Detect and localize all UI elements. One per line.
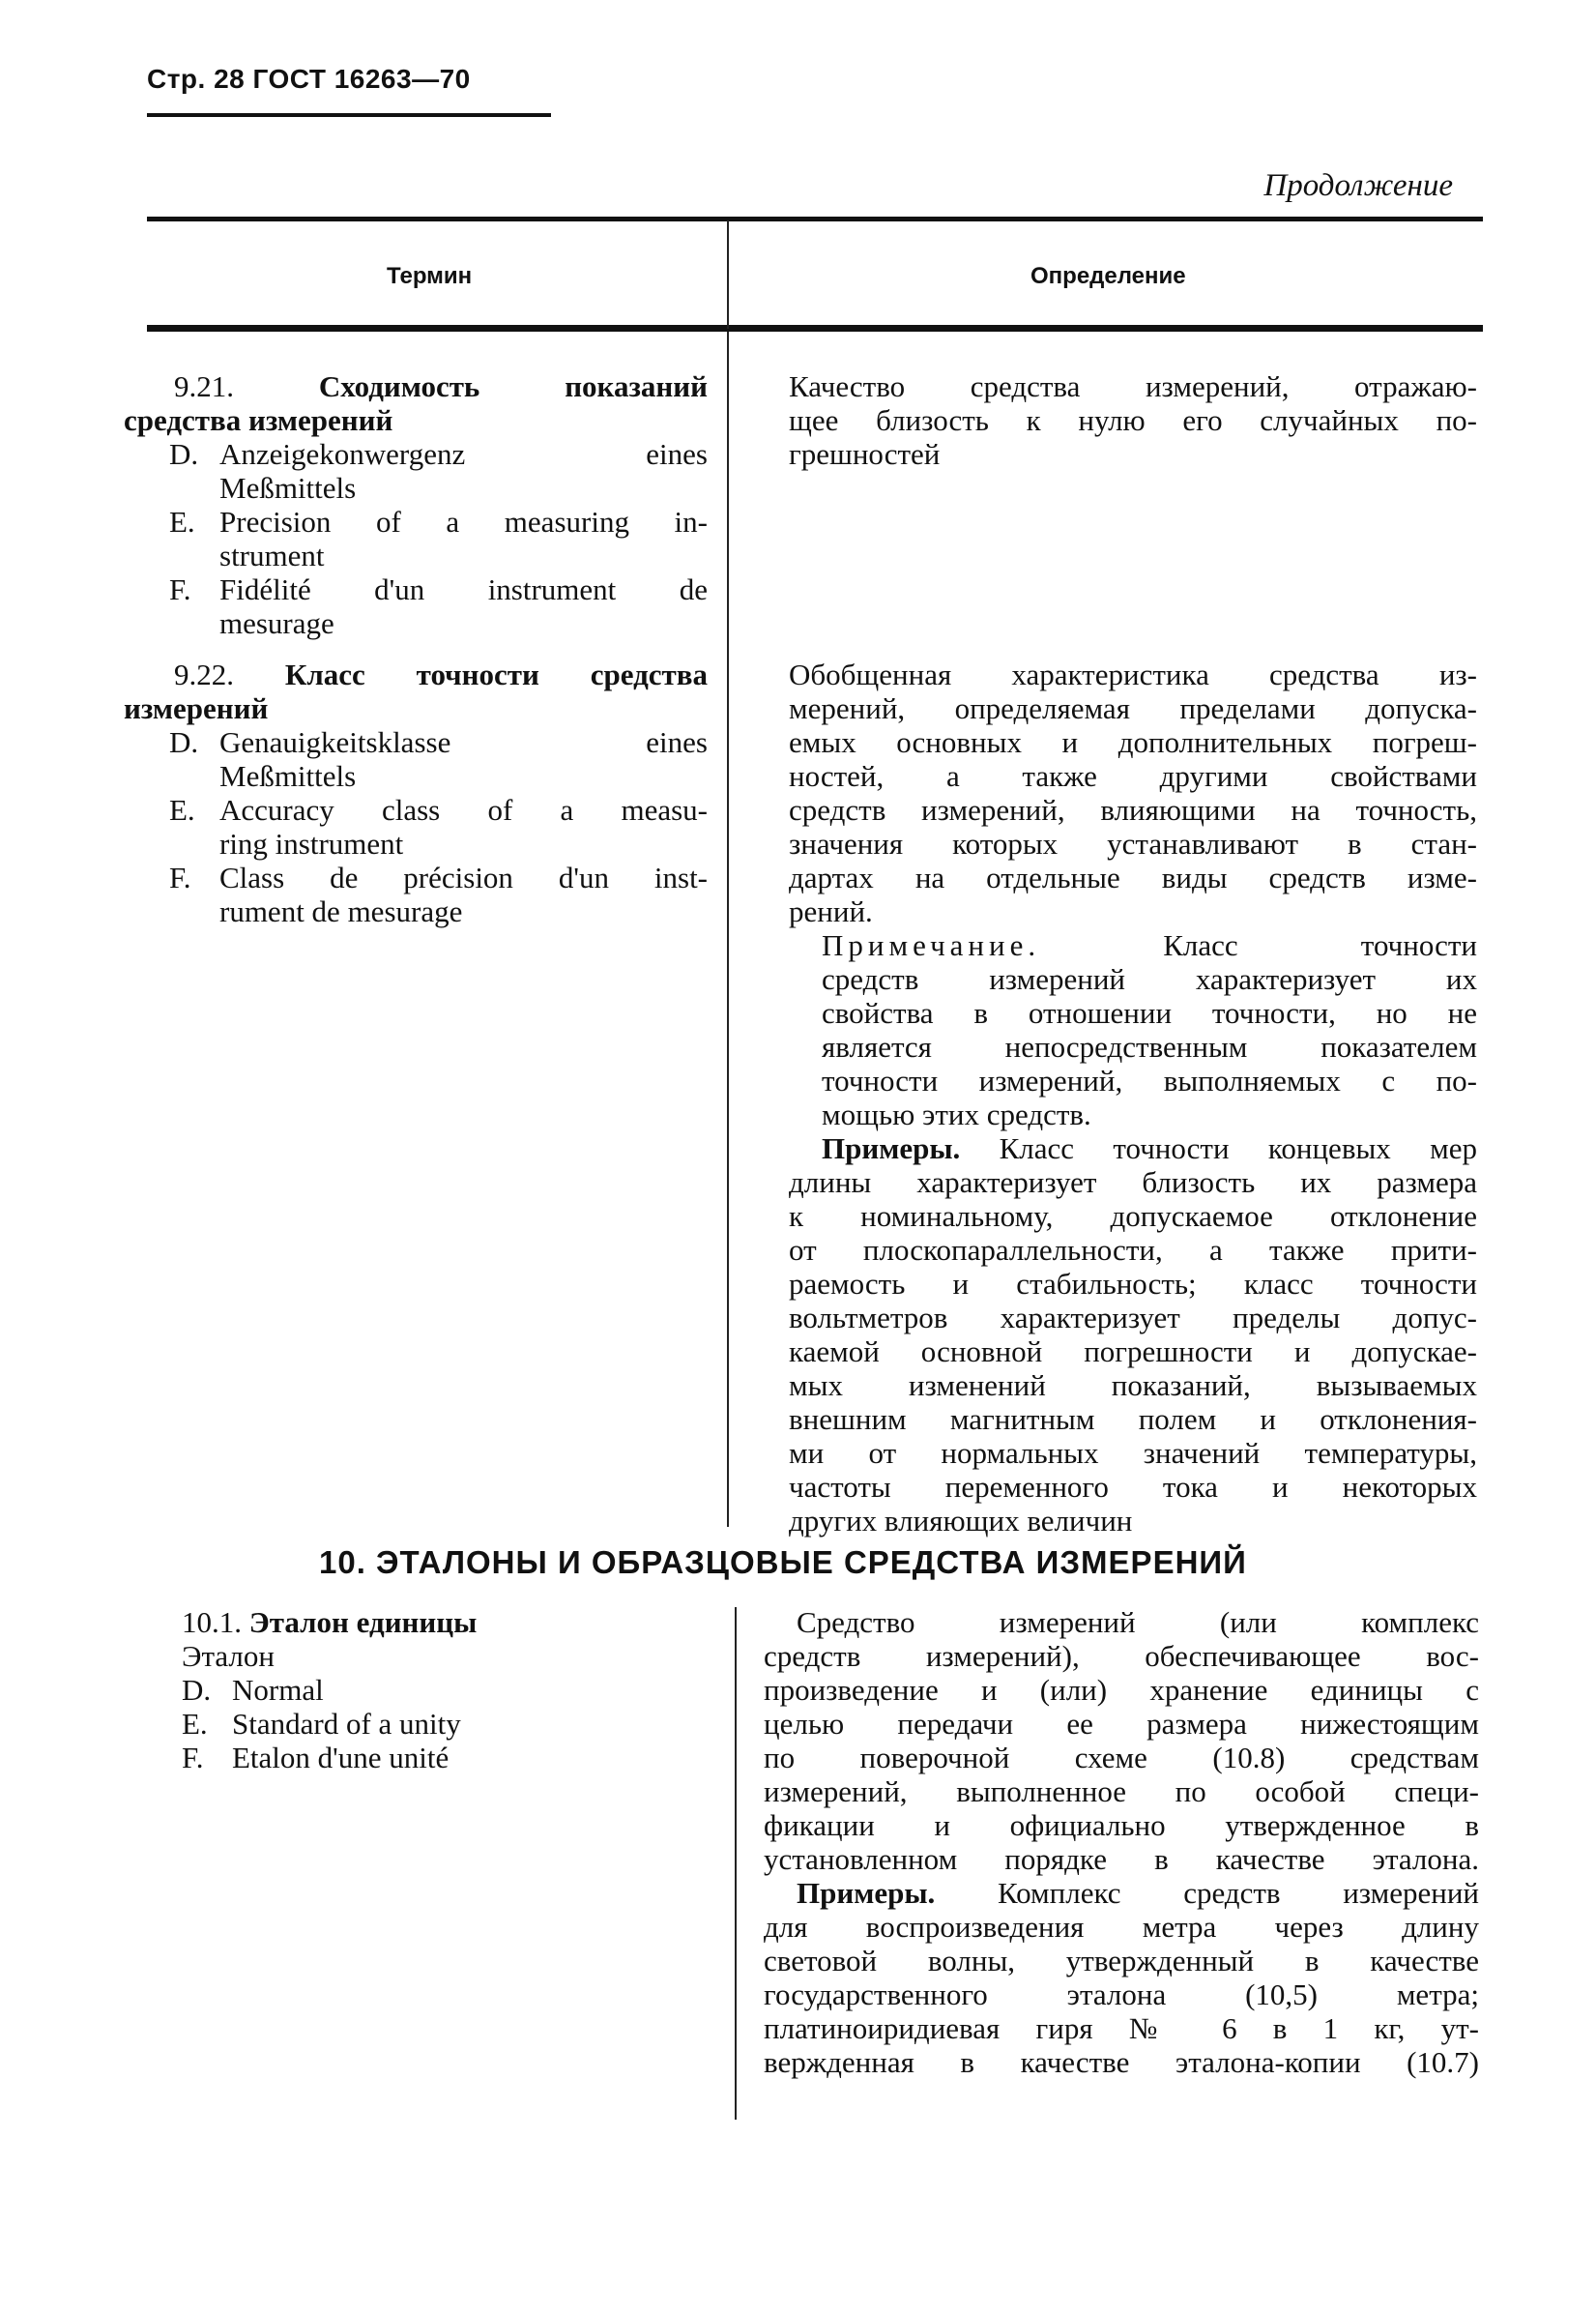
examples-label: Примеры. — [797, 1876, 936, 1910]
lang-code-de: D. — [169, 725, 199, 759]
term-french-cont: rument de mesurage — [219, 894, 463, 928]
table-header-rule — [147, 325, 1483, 332]
definition-line: грешностей — [789, 437, 941, 471]
header-underline — [147, 113, 551, 117]
examples-line: других влияющих величин — [789, 1504, 1133, 1538]
term-english: Precision of a measuring in- — [219, 505, 708, 539]
term-10-1 — [182, 1605, 723, 1774]
examples-line: от плоскопараллельности, а также прити- — [789, 1233, 1477, 1267]
lang-code-en: E. — [169, 793, 195, 827]
definition-line: Средство измерений (или комплекс — [797, 1605, 1479, 1639]
examples-line: раемость и стабильность; класс точности — [789, 1267, 1477, 1301]
term-french: Class de précision d'un inst- — [219, 861, 708, 894]
term-german: Anzeigekonwergenz eines — [219, 437, 708, 471]
examples-label: Примеры. — [822, 1131, 961, 1165]
definition-10-1 — [764, 1605, 1479, 2079]
term-english: Standard of a unity — [232, 1707, 461, 1741]
term-english: Accuracy class of a measu- — [219, 793, 708, 827]
term-german: Normal — [232, 1673, 324, 1707]
examples-line: световой волны, утвержденный в качестве — [764, 1944, 1479, 1977]
note-block — [789, 928, 1477, 1131]
examples-line: к номинальному, допускаемое отклонение — [789, 1199, 1477, 1233]
lang-code-de: D. — [169, 437, 199, 471]
lang-code-fr: F. — [169, 572, 191, 606]
examples-line: для воспроизведения метра через длину — [764, 1910, 1479, 1944]
definition-line: средств измерений), обеспечивающее вос- — [764, 1639, 1479, 1673]
note-text: Класс точности — [1163, 928, 1477, 962]
definition-line: Обобщенная характеристика средства из- — [789, 658, 1477, 691]
lang-code-en: E. — [169, 505, 195, 539]
examples-line: вольтметров характеризует пределы допус- — [789, 1301, 1477, 1334]
examples-text: Комплекс средств измерений — [997, 1876, 1480, 1910]
section-title: 10. ЭТАЛОНЫ И ОБРАЗЦОВЫЕ СРЕДСТВА ИЗМЕРЕНИЙ — [319, 1544, 1247, 1580]
definition-line: дартах на отдельные виды средств изме- — [789, 861, 1477, 894]
examples-line: каемой основной погрешности и допускае- — [789, 1334, 1477, 1368]
definition-line: фикации и официально утвержденное в — [764, 1808, 1479, 1842]
table-top-rule — [147, 217, 1483, 221]
examples-line: платиноиридиевая гиря № 6 в 1 кг, ут- — [764, 2011, 1479, 2045]
note-line: свойства в отношении точности, но не — [822, 996, 1477, 1030]
term-title-cont: средства измерений — [124, 403, 393, 437]
term-title: Класс точности средства — [284, 658, 709, 691]
definition-line: ностей, а также другими свойствами — [789, 759, 1477, 793]
term-9-21 — [124, 369, 708, 640]
lang-code-fr: F. — [182, 1741, 204, 1774]
definition-line: рений. — [789, 894, 873, 928]
note-line: является непосредственным показателем — [822, 1030, 1477, 1064]
definition-line: емых основных и дополнительных погреш- — [789, 725, 1477, 759]
term-french: Fidélité d'un instrument de — [219, 572, 708, 606]
term-german-cont: Meßmittels — [219, 759, 357, 793]
term-title: Сходимость показаний — [318, 369, 708, 403]
column-divider-lower — [735, 1607, 737, 2120]
continuation-label: Продолжение — [1263, 168, 1453, 203]
term-number: 9.22. — [174, 658, 234, 691]
page-header: Стр. 28 ГОСТ 16263—70 — [147, 64, 471, 94]
definition-line: произведение и (или) хранение единицы с — [764, 1673, 1479, 1707]
examples-line: длины характеризует близость их размера — [789, 1165, 1477, 1199]
note-line: мощью этих средств. — [822, 1098, 1091, 1131]
term-french: Etalon d'une unité — [232, 1741, 450, 1774]
definition-9-21 — [789, 369, 1477, 471]
term-title-cont: измерений — [124, 691, 269, 725]
term-9-22 — [124, 658, 708, 928]
definition-line: целью передачи ее размера нижестоящим — [764, 1707, 1479, 1741]
term-german-cont: Meßmittels — [219, 471, 357, 505]
examples-line: внешним магнитным полем и отклонения- — [789, 1402, 1477, 1436]
definition-line: средств измерений, влияющими на точность, — [789, 793, 1477, 827]
term-synonym: Эталон — [182, 1639, 275, 1673]
term-english-cont: ring instrument — [219, 827, 404, 861]
term-french-cont: mesurage — [219, 606, 334, 640]
column-divider-upper — [727, 332, 729, 1527]
term-english-cont: strument — [219, 539, 325, 572]
lang-code-fr: F. — [169, 861, 191, 894]
definition-line: установленном порядке в качестве эталона. — [764, 1842, 1479, 1876]
definition-line: мерений, определяемая пределами допуска- — [789, 691, 1477, 725]
definition-line: измерений, выполненное по особой специ- — [764, 1774, 1479, 1808]
examples-line: мых изменений показаний, вызываемых — [789, 1368, 1477, 1402]
column-divider-head — [727, 220, 729, 329]
examples-line: ми от нормальных значений температуры, — [789, 1436, 1477, 1470]
examples-line: частоты переменного тока и некоторых — [789, 1470, 1477, 1504]
examples-line: государственного эталона (10,5) метра; — [764, 1977, 1479, 2011]
note-line: средств измерений характеризует их — [822, 962, 1477, 996]
column-header-term: Термин — [387, 263, 473, 289]
note-line: точности измерений, выполняемых с по- — [822, 1064, 1477, 1098]
definition-line: по поверочной схеме (10.8) средствам — [764, 1741, 1479, 1774]
term-german: Genauigkeitsklasse eines — [219, 725, 708, 759]
examples-line: вержденная в качестве эталона-копии (10.7) — [764, 2045, 1479, 2079]
term-title: Эталон единицы — [248, 1605, 478, 1639]
definition-line: щее близость к нулю его случайных по- — [789, 403, 1477, 437]
definition-line: значения которых устанавливают в стан- — [789, 827, 1477, 861]
lang-code-de: D. — [182, 1673, 212, 1707]
lang-code-en: E. — [182, 1707, 208, 1741]
definition-9-22 — [789, 658, 1477, 1538]
term-number: 9.21. — [174, 369, 234, 403]
definition-line: Качество средства измерений, отражаю- — [789, 369, 1477, 403]
column-header-definition: Определение — [1030, 263, 1186, 289]
examples-text: Класс точности концевых мер — [999, 1131, 1477, 1165]
term-number: 10.1. — [182, 1605, 242, 1639]
note-label: Примечание. — [822, 928, 1041, 962]
